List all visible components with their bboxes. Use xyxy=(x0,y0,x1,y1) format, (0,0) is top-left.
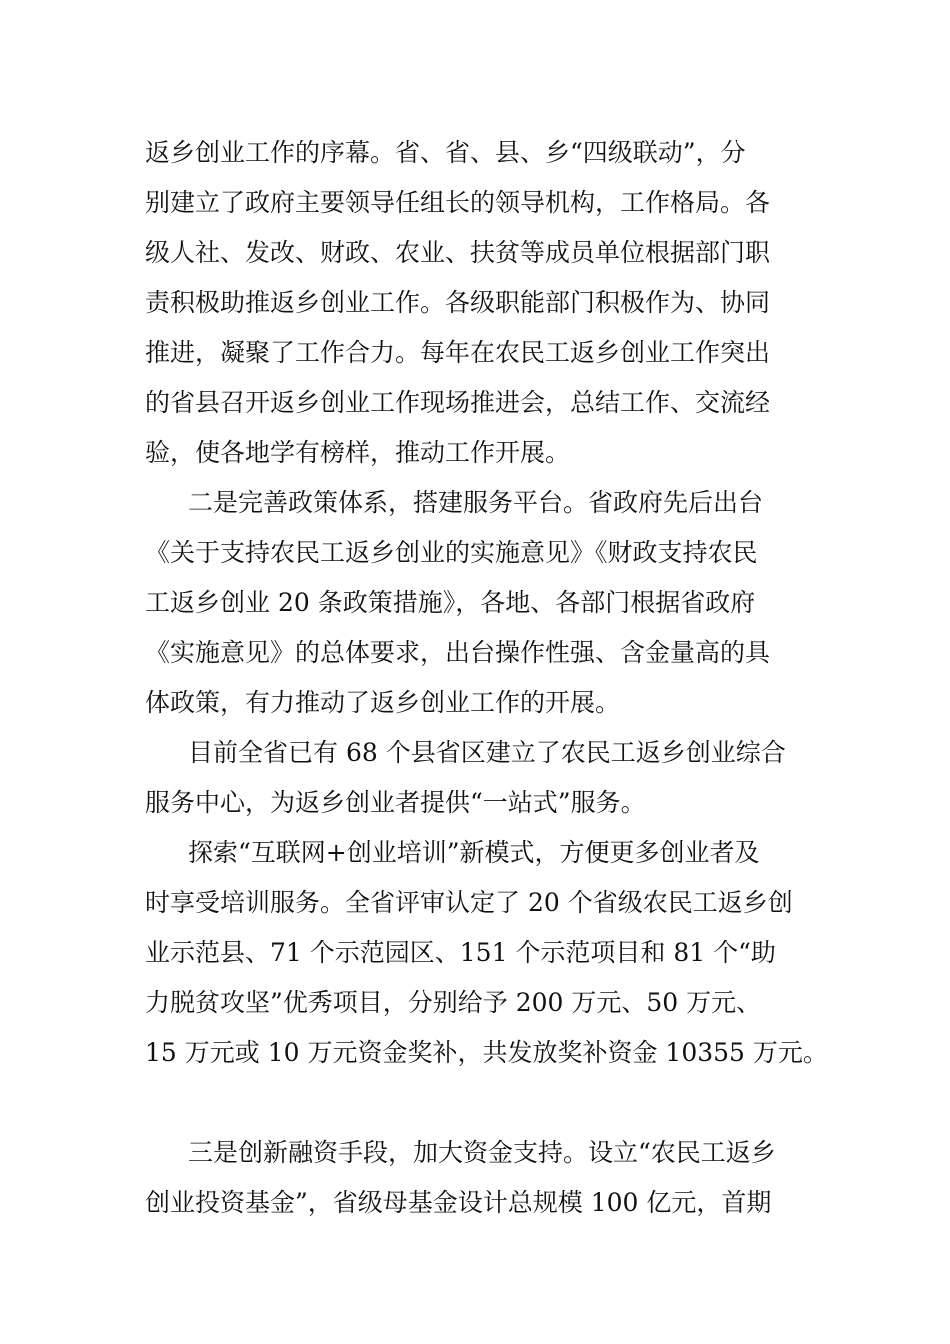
text-line: 的省县召开返乡创业工作现场推进会，总结工作、交流经 xyxy=(145,388,771,417)
paragraph-5 xyxy=(145,1128,825,1228)
paragraph-2 xyxy=(145,478,825,728)
text-line: 别建立了政府主要领导任组长的领导机构，工作格局。各 xyxy=(145,188,771,217)
text-line: 推进，凝聚了工作合力。每年在农民工返乡创业工作突出 xyxy=(145,338,771,367)
paragraph-gap xyxy=(145,1078,825,1128)
text-line: 目前全省已有 68 个县省区建立了农民工返乡创业综合 xyxy=(188,738,786,767)
text-line: 服务中心，为返乡创业者提供“一站式”服务。 xyxy=(145,788,646,817)
text-line: 力脱贫攻坚”优秀项目，分别给予 200 万元、50 万元、 xyxy=(145,988,762,1017)
text-line: 业示范县、71 个示范园区、151 个示范项目和 81 个“助 xyxy=(145,938,776,967)
text-line: 15 万元或 10 万元资金奖补，共发放奖补资金 10355 万元。 xyxy=(145,1038,828,1067)
document-body xyxy=(145,128,828,1228)
text-line: 返乡创业工作的序幕。省、省、县、乡“四级联动”，分 xyxy=(145,138,746,167)
text-line: 责积极助推返乡创业工作。各级职能部门积极作为、协同 xyxy=(145,288,771,317)
text-line: 工返乡创业 20 条政策措施》，各地、各部门根据省政府 xyxy=(145,588,756,617)
text-line: 《关于支持农民工返乡创业的实施意见》《财政支持农民 xyxy=(145,538,758,567)
text-line: 探索“互联网+创业培训”新模式，方便更多创业者及 xyxy=(188,838,760,867)
paragraph-4 xyxy=(145,828,828,1078)
text-line: 级人社、发改、财政、农业、扶贫等成员单位根据部门职 xyxy=(145,238,771,267)
text-line: 二是完善政策体系，搭建服务平台。省政府先后出台 xyxy=(188,488,764,517)
text-line: 创业投资基金”，省级母基金设计总规模 100 亿元，首期 xyxy=(145,1188,772,1217)
text-line: 体政策，有力推动了返乡创业工作的开展。 xyxy=(145,688,621,717)
text-line: 《实施意见》的总体要求，出台操作性强、含金量高的具 xyxy=(145,638,771,667)
text-line: 时享受培训服务。全省评审认定了 20 个省级农民工返乡创 xyxy=(145,888,793,917)
paragraph-1 xyxy=(145,128,825,478)
text-line: 验，使各地学有榜样，推动工作开展。 xyxy=(145,438,571,467)
text-line: 三是创新融资手段，加大资金支持。设立“农民工返乡 xyxy=(188,1138,776,1167)
paragraph-3 xyxy=(145,728,825,828)
